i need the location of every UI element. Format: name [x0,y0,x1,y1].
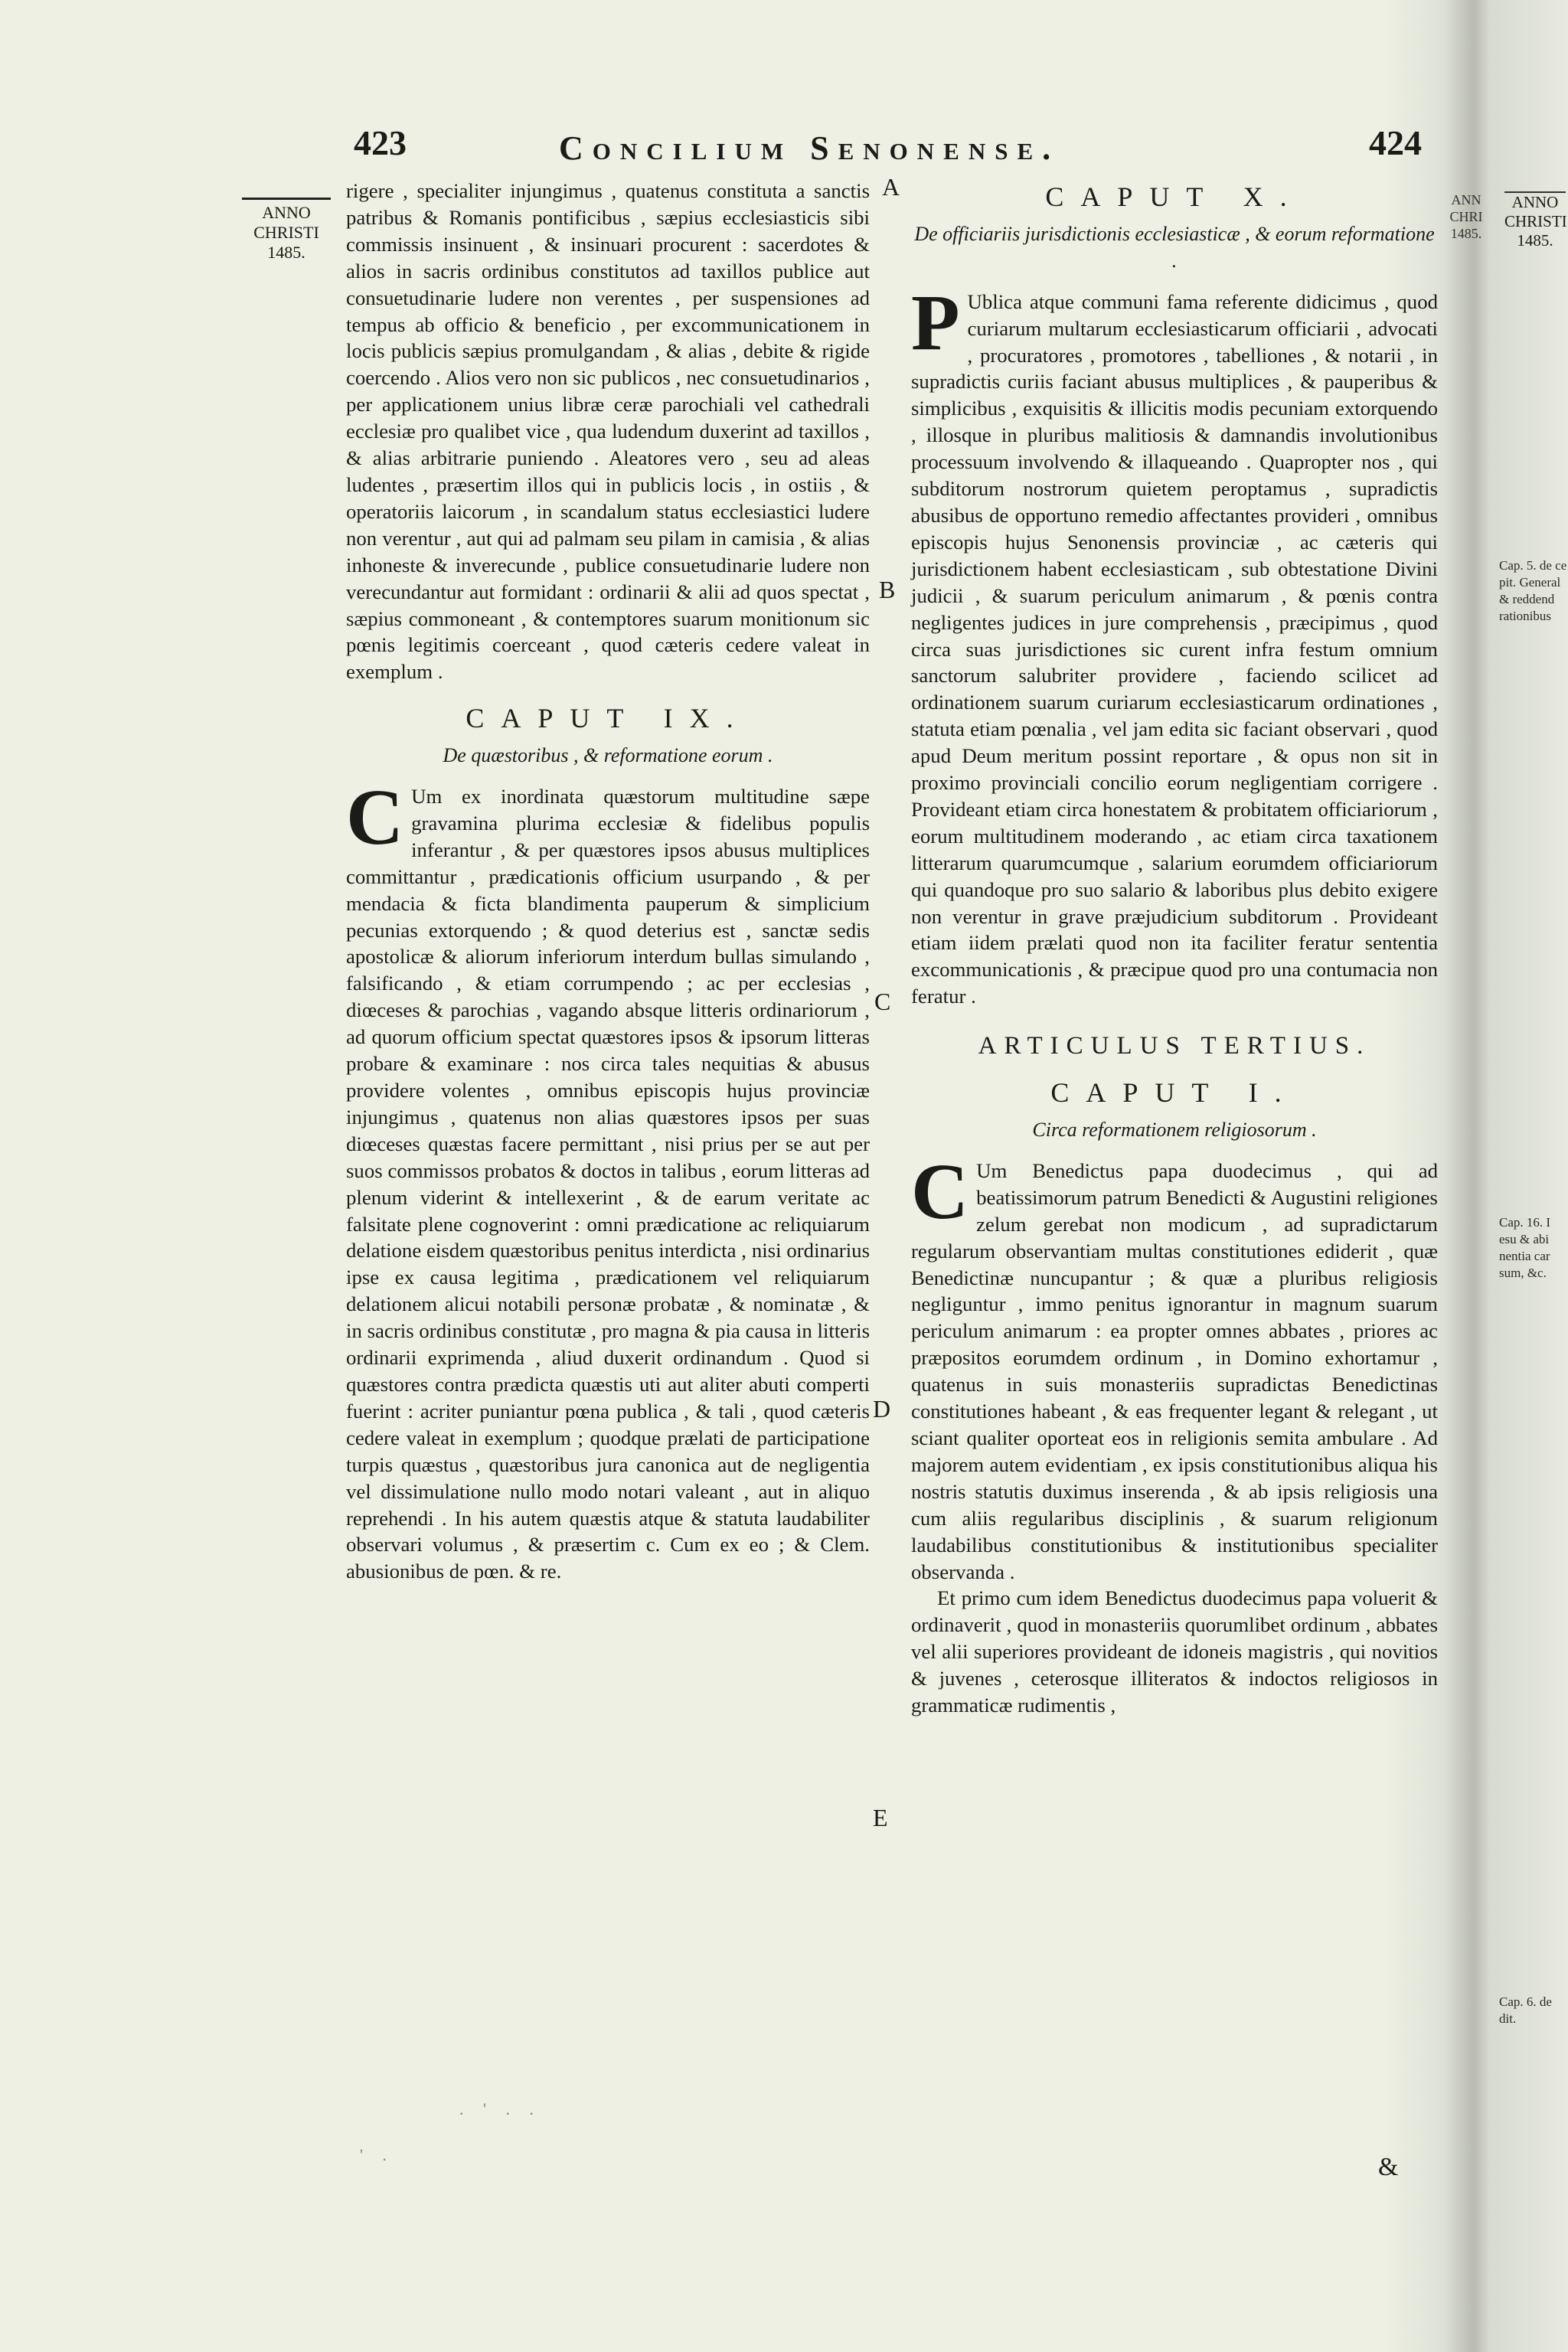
christi-label: CHRISTI [1504,212,1567,230]
anno-christi-partial [1443,191,1489,242]
left-column [346,178,870,1585]
caput-x-heading: CAPUT X. [1045,181,1304,212]
christi-label: CHRISTI [253,223,319,242]
margin-letter-d: D [873,1395,891,1423]
caput-i-text: Um Benedictus papa duodecimus , qui ad beatissimorum patrum Benedicti & Augustini religiones zelum gerebat non modicum , ad supradictarum regularum observantiam multas constitutiones ediderit , quæ Benedictinæ nuncupantur ; & quæ a pluribus religiosis negliguntur , immo penitus ignorantur in magnum suarum periculum animarum : ea propter omnes abbates , priores ac præpositos eorumdem ordinum , in Domino exhortamur , quatenus in suis monasteriis supradictas Benedictinas constitutiones habeant , & eas frequenter legant & relegant , ut sciant qualiter oporteat eos in religionis semita ambulare . Ad majorem autem evidentiam , ex ipsis constitutionibus aliqua his nostris statutis duximus inserenda , & ab ipsis religiosis una cum aliis regularibus disciplinis , & suarum religionum laudabilibus constitutionibus & institutionibus specialiter observanda . [911,1158,1438,1583]
drop-cap: C [346,773,404,862]
ink-smudge: ' . [360,2145,394,2164]
caput-ix-subtitle: De quæstoribus , & reformatione eorum . [443,744,773,767]
ink-smudge: . ' . . [459,2099,541,2118]
year-label: 1485. [1450,226,1482,241]
caput-ix-heading: CAPUT IX. [466,703,750,734]
margin-letter-a: A [882,173,900,201]
articulus-heading: ARTICULUS TERTIUS. [978,1032,1371,1060]
running-title: Concilium Senonense. [559,129,1060,167]
caput-x-paragraph [911,278,1438,1010]
drop-cap: P [911,278,960,367]
caput-i-heading: CAPUT I. [1050,1077,1298,1109]
caput-i-paragraph [911,1147,1438,1586]
caput-ix-text: Um ex inordinata quæstorum multitudine sæpe gravamina plurima ecclesiæ & fidelibus populis inferantur , & per quæstores ipsos abusus multiplices committantur , prædicationis officium usurpando , & per mendacia & ficta blandimenta pauperum & simplicium pecunias extorquendo ; & quod deterius est , sanctæ sedis apostolicæ & aliorum inferiorum interdum bullas simulando , falsificando , & etiam corrumpendo ; ac per ecclesias , diœceses & parochias , vagando absque litteris ordinariorum , ad quorum officium spectat quæstores ipsos & ipsorum litteras probare & examinare : nos circa tales nequitias & abusus providere volentes , omnibus episcopis hujus provinciæ injungimus , quatenus non alias quæstores ipsos per suas diœceses quæstas facere permittant , nisi prius per se aut per suos commissos probatos & doctos in talibus , eorum litteras ad plenum viderint & intellexerint , & de earum veritate ac falsitate plene cognoverint : omni prædicatione ac reliquiarum delatione eisdem quæstoribus penitus interdicta , nisi ordinarius ipse ex causa legitima , prædicationem vel reliquiarum delationem alicui notabili personæ probatæ , & nominatæ , & in sacris ordinibus constitutæ , pro magna & pia causa in litteris ordinarii exprimenda , aliud duxerit ordinandum . Quod si quæstores contra prædicta quæstis uti aut aliter abuti comperti fuerint : acriter puniantur pœna publica , & tali , quod cæteris cedere valeat in exemplum ; quodque prælati de participatione turpis quæstus , quæstoribus jura canonica aut de negligentia vel dissimulatione nullo modo notari valeant , aut in aliquo reprehendi . In his autem quæstis atque & statuta laudabiliter observari volumus , & præsertim c. Cum ex eo ; & Clem. abusionibus de pœn. & re. [346,785,870,1583]
margin-letter-e: E [873,1804,888,1831]
caput-x-text: Ublica atque communi fama referente didicimus , quod curiarum multarum ecclesiasticarum officiarii , advocati , procuratores , promotores , tabelliones , & notarii , in supradictis curiis faciant abusus multiplices , & pauperibus & simplicibus , exquisitis & illicitis modis pecuniam extorquendo , illosque in pluribus malitiosis & damnandis involutionibus processuum involvendo & illaqueando . Quapropter nos , qui subditorum nostrorum quietem peroptamus , supradictis abusibus de opportuno remedio affectantes provideri , omnibus episcopis hujus Senonensis provinciæ , ac cæteris qui jurisdictionem habent ecclesiasticam , sub obtestatione Divini judicii , & suarum periculum animarum , & pœnis contra negligentes judices in jure comprehensis , præcipimus , quod circa suas jurisdictiones sic curent infra festum omnium sanctorum salubriter providere , faciendo scilicet ad ordinationem suarum curiarum ecclesiasticarum ordinationes , statuta etiam pœnalia , vel jam edita sic faciant observari , quod apud Deum meritum possint reportare , & opus non sit in proximo provinciali concilio eorum negligentiam corrigere . Provideant etiam circa honestatem & probitatem officiariorum , eorum multitudinem moderando , ac etiam circa taxationem litterarum quarumcumque , salarium eorumdem officiariorum qui quandoque pro suo salario & laboribus plus debito exigere non verentur in grave præjudicium subditorum . Provideant etiam iidem prælati quod non ita faciliter feratur sententia excommunicationis , & præcipue quod pro una contumacia non feratur . [911,289,1438,1008]
caput-x-subtitle: De officiariis jurisdictionis ecclesiasticæ , & eorum reformatione . [914,222,1435,272]
right-column [911,181,1438,1719]
opening-paragraph: rigere , specialiter injungimus , quatenus constituta a sanctis patribus & Romanis pontificibus , sæpius ecclesiasticis sibi commissis insinuent , & insinuari procurent : sacerdotes & alios in sacris ordinibus constitutos ad taxillos publice aut consuetudinarie ludere non verentes , per suspensiones ad tempus ab officio & beneficio , per excommunicationem in locis publicis sæpius promulgandam , & alias , debite & rigide coercendo . Alios vero non sic publicos , nec consuetudinarios , per applicationem unius libræ ceræ parochiali vel cathedrali ecclesiæ pro qualibet vice , qua ludendum duxerint ad taxillos , & alias arbitrarie puniendo . Aleatores vero , seu ad aleas ludentes , præsertim illos qui in publicis locis , in ostiis , & operatoriis laicorum , in scandalum status ecclesiastici ludere non verentur , aut qui ad palmam seu pilam in camisia , & alias inhoneste & inverecunde , publice consuetudinarie ludere non verecundantur aut formidant : ordinarii & alii ad quos spectat , sæpius commoneant , & contemptores suarum monitionum sic pœnis legitimis coerceant , quod cæteris cedere valeat in exemplum . [346,179,870,684]
anno-christi-right [1504,191,1566,250]
side-note-2: Cap. 16. I esu & abi nentia car sum, &c. [1499,1215,1551,1280]
drop-cap: C [911,1147,969,1236]
margin-letter-b: B [879,576,896,603]
page-number-right: 424 [1369,123,1422,162]
christi-label: CHRI [1449,209,1483,224]
margin-letter-c: C [874,988,891,1015]
anno-label: ANNO [262,203,311,222]
caput-ix-paragraph [346,773,870,1585]
year-label: 1485. [1517,231,1553,250]
anno-label: ANNO [1511,193,1559,211]
side-note-1: Cap. 5. de ce pit. General & reddend rationibus [1499,558,1567,623]
caput-i-paragraph-2: Et primo cum idem Benedictus duodecimus papa voluerit & ordinaverit , quod in monasteriis quorumlibet ordinum , abbates vel alii superiores provideant de idoneis magistris , qui novitios & juvenes , ceterosque illiteratos & indoctos religiosos in grammaticæ rudimentis , [911,1586,1438,1717]
page-number-left: 423 [354,123,407,162]
caput-i-subtitle: Circa reformationem religiosorum . [1032,1119,1317,1141]
year-label: 1485. [267,243,305,262]
catchword: & [1378,2153,1399,2181]
anno-christi-left [242,198,331,263]
side-note-3: Cap. 6. de dit. [1499,1994,1552,2026]
anno-label: ANN [1451,192,1481,207]
